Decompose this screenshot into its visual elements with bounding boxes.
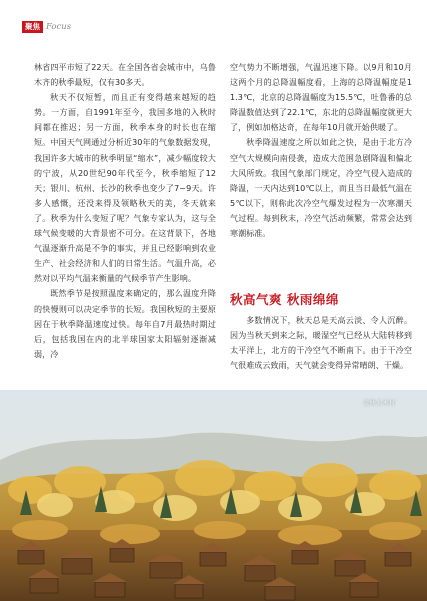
photo-illustration xyxy=(0,390,427,601)
paragraph: 秋天不仅短暂，而且正有变得越来越短的趋势。一方面，自1991年至今，我国多地的入秋时间都在推迟；另一方面，秋季本身的时长也在缩短。中国天气网通过分析近30年的气象数据发现，我国许多大城市的秋季明显“缩水”，减少幅度较大的宁波，从20世纪90年代至今，秋季缩短了12天；银川、杭州、长沙的秋季也变少了7~9天。许多人感慨，还没来得及领略秋天的美，冬天就来了。秋季为什么变短了呢？气象专家认为，这与全球气候变暖的大背景密不可分。在这背景下，各地气温逐渐升高是不争的事实，并且已经影响到农业生产、社会经济和人们的日常生活。气温升高，必然对以平均气温来衡量的气候季节产生影响。 xyxy=(34,93,216,284)
paragraph: 多数情况下，秋天总是天高云淡、令人沉醉。因为当秋天到来之际，暖湿空气已经从大陆转移到太平洋上，北方的干冷空气不断南下。由于干冷空气很难成云致雨，天气就会变得异常晴朗、干燥。 xyxy=(230,316,412,371)
autumn-village-photo xyxy=(0,390,427,601)
section-badge: 聚焦 xyxy=(22,21,43,33)
photo-caption: 金秋禾木村 xyxy=(363,400,396,407)
left-text-column xyxy=(34,60,216,362)
paragraph: 秋季降温速度之所以如此之快，是由于北方冷空气大规模向南侵袭，造成大范围急剧降温和偏北大风所致。我国气象部门规定，冷空气侵入造成的降温，一天内达到10℃以上，而且当日最低气温在5℃以下，则称此次冷空气爆发过程为一次寒潮天气过程。每到秋末，冷空气活动频繁，常常会达到寒潮标准。 xyxy=(230,138,412,239)
paragraph: 空气势力不断增强，气温迅速下降。以9月和10月这两个月的总降温幅度看，上海的总降温幅度是11.3℃，北京的总降温幅度为15.5℃，吐鲁番的总降温数值达到了22.1℃，东北的总降温幅度就更大了，例如加格达奇，在每年10月就开始供暖了。 xyxy=(230,63,412,133)
paragraph: 林省四平市短了22天。在全国各省会城市中，乌鲁木齐的秋季最短，仅有30多天。 xyxy=(34,63,216,88)
section-text-column xyxy=(230,313,412,373)
right-text-column xyxy=(230,60,412,241)
section-header xyxy=(22,20,71,34)
paragraph: 既然季节是按照温度来确定的，那么温度升降的快慢则可以决定季节的长短。我国秋短的主要原因在于秋季降温速度过快。每年自7月最热时期过后，包括我国在内的北半球国家太阳辐射逐渐减弱，冷 xyxy=(34,289,216,359)
section-heading: 秋高气爽 秋雨绵绵 xyxy=(230,292,339,307)
section-brand: Focus xyxy=(46,22,72,32)
